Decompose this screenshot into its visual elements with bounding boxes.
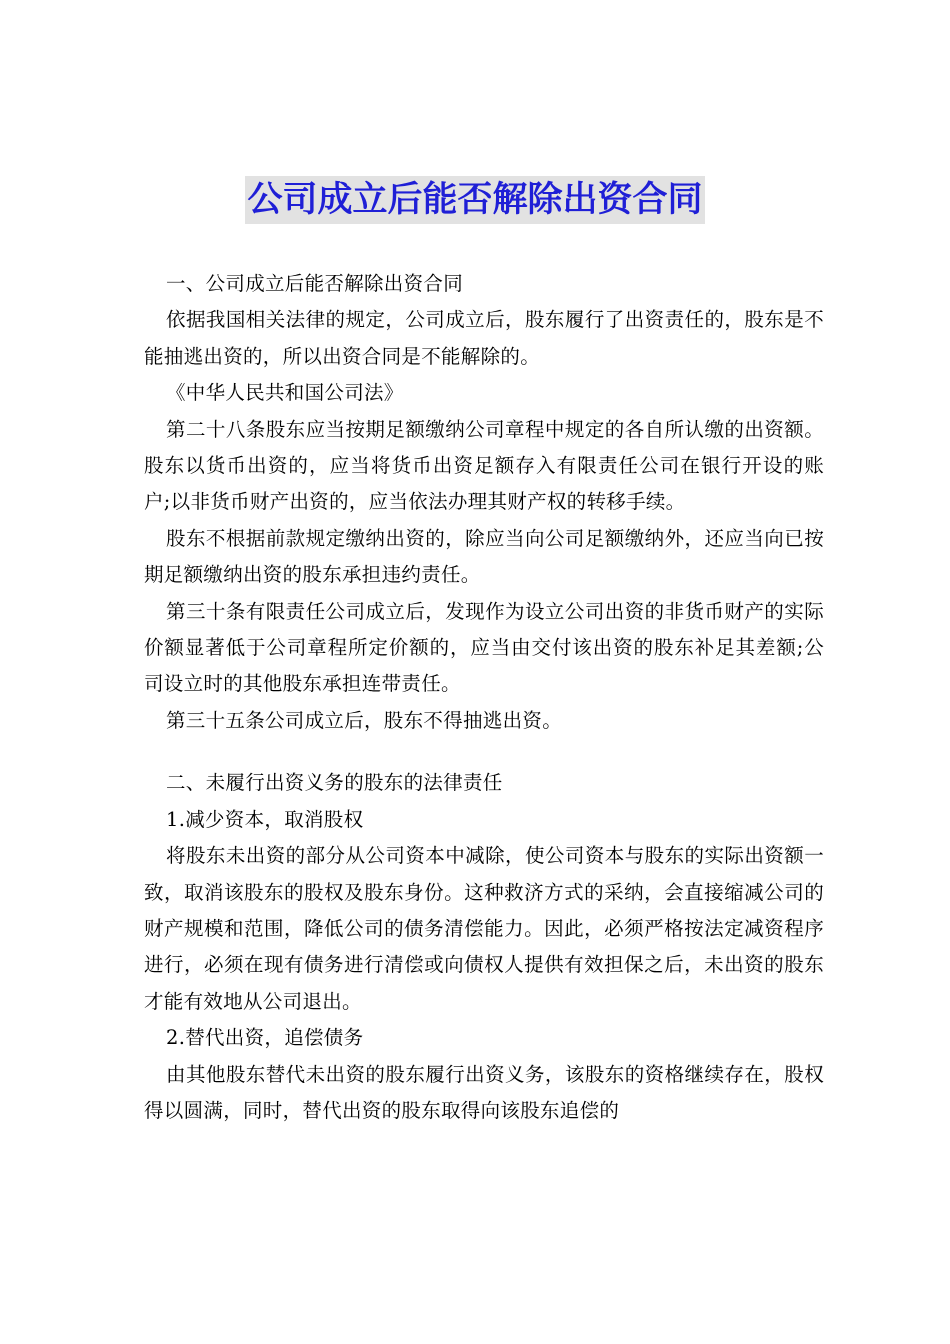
item-1-paragraph: 将股东未出资的部分从公司资本中减除，使公司资本与股东的实际出资额一致，取消该股东的股权及股东身份。这种救济方式的采纳，会直接缩减公司的财产规模和范围，降低公司的债务清偿能力。因此，必须严格按法定减资程序进行，必须在现有债务进行清偿或向债权人提供有效担保之后，未出资的股东才能有效地从公司退出。 xyxy=(144,844,824,1013)
article-35-paragraph: 第三十五条公司成立后，股东不得抽逃出资。 xyxy=(166,708,563,732)
section-1-paragraph: 依据我国相关法律的规定，公司成立后，股东履行了出资责任的，股东是不能抽逃出资的，所以出资合同是不能解除的。 xyxy=(144,308,824,368)
item-1-heading: 1.减少资本，取消股权 xyxy=(166,807,364,831)
section-2-heading: 二、未履行出资义务的股东的法律责任 xyxy=(166,771,503,795)
article-30-paragraph: 第三十条有限责任公司成立后，发现作为设立公司出资的非货币财产的实际价额显著低于公司章程所定价额的，应当由交付该出资的股东补足其差额;公司设立时的其他股东承担连带责任。 xyxy=(144,599,824,696)
article-28-paragraph: 第二十八条股东应当按期足额缴纳公司章程中规定的各自所认缴的出资额。股东以货币出资的，应当将货币出资足额存入有限责任公司在银行开设的账户;以非货币财产出资的，应当依法办理其财产权的转移手续。 xyxy=(144,417,824,514)
item-2-heading: 2.替代出资，追偿债务 xyxy=(166,1026,364,1050)
section-1-heading: 一、公司成立后能否解除出资合同 xyxy=(166,272,464,295)
document-body xyxy=(144,266,824,1129)
item-2-paragraph: 由其他股东替代未出资的股东履行出资义务，该股东的资格继续存在，股权得以圆满，同时，替代出资的股东取得向该股东追偿的 xyxy=(144,1062,824,1122)
document-title: 公司成立后能否解除出资合同 xyxy=(245,176,704,224)
law-title: 《中华人民共和国公司法》 xyxy=(166,381,404,405)
section-spacer xyxy=(144,739,824,765)
title-container xyxy=(0,176,950,224)
article-28-second-paragraph: 股东不根据前款规定缴纳出资的，除应当向公司足额缴纳外，还应当向已按期足额缴纳出资的股东承担违约责任。 xyxy=(144,526,824,587)
